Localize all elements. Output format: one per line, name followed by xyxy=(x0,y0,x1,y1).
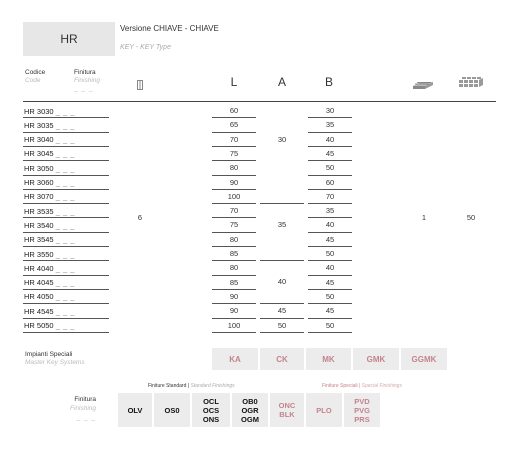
cell-b: 35 xyxy=(325,206,335,216)
header-rule xyxy=(23,101,496,102)
product-code xyxy=(24,235,114,244)
cylinder-icon xyxy=(137,77,143,87)
table-row xyxy=(24,247,114,261)
col-l: L xyxy=(230,75,238,89)
a-group-divider xyxy=(260,332,304,333)
cell-b: 50 xyxy=(325,249,335,258)
finish-code: BLK xyxy=(279,410,295,419)
cell-l: 65 xyxy=(229,120,239,130)
a-group-divider xyxy=(260,203,304,204)
product-code-value: HR 3070 xyxy=(24,192,54,202)
cell-b: 50 xyxy=(325,291,335,301)
box-icon xyxy=(411,77,435,95)
special-finishes-it: Finiture Speciali xyxy=(322,383,358,389)
finish-code: ONS xyxy=(202,414,220,424)
code-label: Code xyxy=(25,77,41,84)
product-code-value: HR 3050 xyxy=(24,163,54,173)
table-row xyxy=(24,204,114,218)
finish-placeholder: _ _ _ xyxy=(55,192,75,202)
cell-l: 75 xyxy=(229,220,239,230)
finish-code: OS0 xyxy=(164,405,180,415)
product-code-value: HR 3540 xyxy=(24,220,54,230)
finitura-header xyxy=(74,69,100,93)
product-code-value: HR 4045 xyxy=(24,278,54,288)
std-finish-option[interactable] xyxy=(154,393,190,427)
table-row xyxy=(24,261,114,275)
table-row xyxy=(24,147,114,161)
finish-placeholder: _ _ _ xyxy=(55,235,75,245)
finitura-dash: _ _ _ xyxy=(74,85,94,92)
a-value-40: 40 xyxy=(277,277,287,286)
standard-finishes-label: Finiture Standard | Standard Finishings xyxy=(148,383,235,389)
product-code-value: HR 3040 xyxy=(24,135,54,145)
finish-code: PVG xyxy=(354,405,370,415)
finish-placeholder: _ _ _ xyxy=(55,120,75,130)
finishes-dash: _ _ _ xyxy=(76,414,96,421)
table-row xyxy=(24,133,114,147)
cell-b: 40 xyxy=(325,220,335,230)
version-title: Versione CHIAVE - CHIAVE xyxy=(120,24,219,33)
product-code xyxy=(24,250,114,259)
cell-l: 75 xyxy=(229,148,239,158)
finish-code: OGM xyxy=(241,414,259,424)
product-code-value: HR 3060 xyxy=(24,178,54,187)
box-quantity: 1 xyxy=(421,213,427,222)
a-group-divider xyxy=(260,260,304,261)
product-code xyxy=(24,135,114,144)
a-group-divider xyxy=(260,318,304,319)
cell-l: 90 xyxy=(229,291,239,301)
special-option-ggmk[interactable]: GGMK xyxy=(401,348,447,370)
special-title-it: Impianti Speciali xyxy=(25,351,73,358)
pallet-quantity: 50 xyxy=(466,213,476,222)
std-finish-option[interactable] xyxy=(118,393,152,427)
a-group-divider xyxy=(260,303,304,304)
table-row xyxy=(24,290,114,304)
finish-code: ONC xyxy=(278,401,296,410)
cell-a: 45 xyxy=(277,306,287,316)
special-option-ka[interactable]: KA xyxy=(212,348,258,370)
product-code-value: HR 5050 xyxy=(24,321,54,330)
cell-l: 90 xyxy=(229,177,239,187)
cell-l: 80 xyxy=(229,234,239,244)
finish-code: OGR xyxy=(241,405,259,415)
finishes-heading xyxy=(70,395,96,422)
product-code-value: HR 3535 xyxy=(24,206,54,216)
product-code-value: HR 4040 xyxy=(24,263,54,273)
cell-b: 60 xyxy=(325,177,335,187)
cell-b: 40 xyxy=(325,263,335,273)
model-label: HR xyxy=(60,32,78,46)
product-code xyxy=(24,178,114,187)
col-b: B xyxy=(324,75,333,89)
special-option-mk[interactable]: MK xyxy=(306,348,351,370)
spec-finish-option[interactable] xyxy=(270,393,304,427)
finish-placeholder: _ _ _ xyxy=(55,149,75,159)
finish-code: OCS xyxy=(202,405,220,415)
cell-l: 100 xyxy=(227,191,241,201)
cell-l: 80 xyxy=(229,163,239,173)
special-title-en: Master Key Systems xyxy=(25,359,85,366)
finish-code: PRS xyxy=(354,414,370,424)
spec-finish-option[interactable] xyxy=(344,393,380,427)
finish-placeholder: _ _ _ xyxy=(55,278,75,288)
finish-code: PLO xyxy=(316,405,332,415)
table-row xyxy=(24,104,114,118)
finitura-label: Finitura xyxy=(74,69,96,76)
cell-l: 100 xyxy=(227,320,241,330)
product-code xyxy=(24,149,114,158)
finish-placeholder: _ _ _ xyxy=(55,306,75,316)
cell-b: 45 xyxy=(325,277,335,287)
table-row xyxy=(24,319,114,333)
product-code-value: HR 3045 xyxy=(24,149,54,159)
finish-placeholder: _ _ _ xyxy=(55,135,75,145)
product-code xyxy=(24,192,114,201)
finish-code: OB0 xyxy=(242,396,258,406)
a-value-35: 35 xyxy=(277,220,287,229)
finish-placeholder: _ _ _ xyxy=(55,163,75,173)
finish-placeholder: _ _ _ xyxy=(55,178,75,187)
cell-a: 50 xyxy=(277,320,287,330)
table-row xyxy=(24,176,114,190)
spec-finish-option[interactable] xyxy=(306,393,342,427)
special-systems-title xyxy=(25,351,85,367)
pack-quantity: 6 xyxy=(137,213,143,222)
product-code-value: HR 4545 xyxy=(24,306,54,316)
cell-l: 60 xyxy=(229,106,239,115)
finish-placeholder: _ _ _ xyxy=(55,106,75,116)
product-code xyxy=(24,221,114,230)
table-row xyxy=(24,161,114,175)
cell-b: 50 xyxy=(325,320,335,330)
product-code xyxy=(24,107,114,116)
cell-b: 45 xyxy=(325,148,335,158)
special-option-gmk[interactable]: GMK xyxy=(353,348,399,370)
codice-header xyxy=(25,69,45,85)
product-code-value: HR 3545 xyxy=(24,235,54,245)
finish-code: PVD xyxy=(354,396,370,406)
finish-code: OLV xyxy=(127,405,143,415)
product-code xyxy=(24,307,114,316)
product-code xyxy=(24,278,114,287)
special-finishes-en: Special Finishings xyxy=(361,383,402,389)
cell-b: 45 xyxy=(325,234,335,244)
pallet-icon xyxy=(458,76,484,94)
product-code xyxy=(24,292,114,301)
version-subtitle: KEY - KEY Type xyxy=(120,44,171,51)
std-finish-option[interactable] xyxy=(192,393,230,427)
product-code-value: HR 4050 xyxy=(24,292,54,302)
product-code xyxy=(24,207,114,216)
finish-placeholder: _ _ _ xyxy=(55,249,75,259)
product-code-value: HR 3030 xyxy=(24,106,54,116)
table-row xyxy=(24,118,114,132)
model-badge xyxy=(23,22,115,56)
finish-placeholder: _ _ _ xyxy=(55,220,75,230)
table-row xyxy=(24,233,114,247)
cell-l: 70 xyxy=(229,206,239,216)
product-code-value: HR 3035 xyxy=(24,120,54,130)
cell-b: 70 xyxy=(325,191,335,201)
row-divider xyxy=(23,332,109,333)
product-code xyxy=(24,264,114,273)
cell-l: 85 xyxy=(229,249,239,258)
product-code xyxy=(24,121,114,130)
finishes-label-it: Finitura xyxy=(74,396,96,403)
col-a: A xyxy=(277,75,286,89)
standard-finishes-en: Standard Finishings xyxy=(190,383,235,389)
finish-code: OCL xyxy=(203,396,219,406)
product-code xyxy=(24,321,114,330)
finish-placeholder: _ _ _ xyxy=(55,263,75,273)
table-row xyxy=(24,218,114,232)
cell-b: 30 xyxy=(325,106,335,115)
table-row xyxy=(24,276,114,290)
finish-placeholder: _ _ _ xyxy=(55,206,75,216)
cell-b: 40 xyxy=(325,134,335,144)
finishing-label: Finishing xyxy=(74,77,101,84)
cell-l: 85 xyxy=(229,277,239,287)
table-row xyxy=(24,190,114,204)
std-finish-option[interactable] xyxy=(232,393,268,427)
cell-b: 45 xyxy=(325,306,335,316)
finish-placeholder: _ _ _ xyxy=(55,321,75,330)
finishes-label-en: Finishing xyxy=(70,405,97,412)
cell-b: 50 xyxy=(325,163,335,173)
cell-divider xyxy=(308,332,352,333)
cell-l: 70 xyxy=(229,134,239,144)
special-option-ck[interactable]: CK xyxy=(260,348,304,370)
codice-label: Codice xyxy=(25,69,46,76)
special-finishes-label: Finiture Speciali | Special Finishings xyxy=(322,383,402,389)
cell-l: 90 xyxy=(229,306,239,316)
standard-finishes-it: Finiture Standard xyxy=(148,383,187,389)
a-value-30: 30 xyxy=(277,135,287,144)
table-row xyxy=(24,304,114,318)
cell-l: 80 xyxy=(229,263,239,273)
finish-placeholder: _ _ _ xyxy=(55,292,75,302)
cell-divider xyxy=(212,332,256,333)
product-code xyxy=(24,164,114,173)
product-code-value: HR 3550 xyxy=(24,249,54,259)
cell-b: 35 xyxy=(325,120,335,130)
